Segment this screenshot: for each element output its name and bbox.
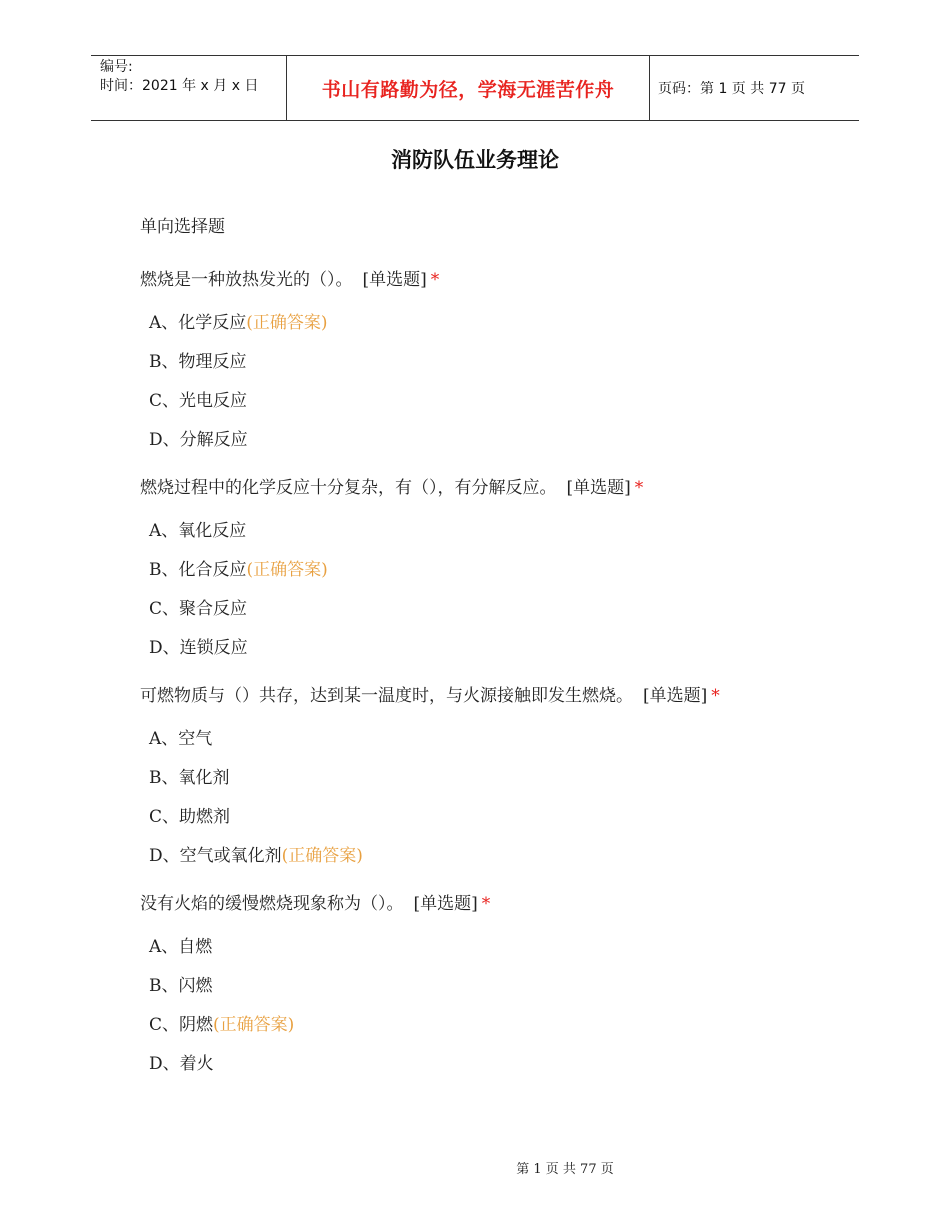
time-label: 时间：2021 年 x 月 x 日 [100,78,259,94]
option-label: B、氧化剂 [149,768,230,788]
question-stem: 可燃物质与（）共存，达到某一温度时，与火源接触即发生燃烧。 [140,686,633,706]
option-a [140,519,840,543]
option-label: A、化学反应 [149,313,247,333]
option-c [140,805,840,829]
question-item [140,684,840,868]
option-b [140,558,840,582]
section-heading: 单向选择题 [140,217,225,237]
option-label: D、空气或氧化剂 [149,846,282,866]
required-mark: * [481,894,491,914]
header-page-info: 页码：第 1 页 共 77 页 [658,81,805,97]
page-footer: 第 1 页 共 77 页 [516,1162,614,1177]
required-mark: * [430,270,440,290]
option-b [140,350,840,374]
header-motto: 书山有路勤为径，学海无涯苦作舟 [287,56,650,120]
option-label: B、物理反应 [149,352,247,372]
option-label: C、光电反应 [149,391,248,411]
question-type: [单选题] [362,270,427,290]
question-stem: 没有火焰的缓慢燃烧现象称为（）。 [140,894,404,914]
correct-answer-mark: (正确答案) [281,846,363,866]
option-label: D、着火 [149,1054,214,1074]
document-header [91,55,859,121]
option-label: C、助燃剂 [149,807,231,827]
option-label: D、分解反应 [149,430,248,450]
option-label: A、自燃 [149,937,213,957]
option-c [140,389,840,413]
option-a [140,311,840,335]
question-type: [单选题] [566,478,631,498]
option-label: B、化合反应 [149,560,247,580]
option-d [140,428,840,452]
header-meta [91,56,287,120]
option-a [140,727,840,751]
option-b [140,766,840,790]
question-type: [单选题] [413,894,478,914]
question-item [140,268,840,452]
option-label: C、阴燃 [149,1015,214,1035]
question-text [140,892,840,916]
correct-answer-mark: (正确答案) [246,560,328,580]
question-item [140,892,840,1076]
option-label: A、空气 [149,729,213,749]
option-label: C、聚合反应 [149,599,248,619]
correct-answer-mark: (正确答案) [246,313,328,333]
question-stem: 燃烧是一种放热发光的（）。 [140,270,353,290]
option-label: A、氧化反应 [149,521,247,541]
option-c [140,1013,840,1037]
question-list [140,215,840,1100]
option-a [140,935,840,959]
question-text [140,268,840,292]
number-label: 编号: [100,59,133,75]
option-b [140,974,840,998]
question-type: [单选题] [643,686,708,706]
question-stem: 燃烧过程中的化学反应十分复杂，有（），有分解反应。 [140,478,557,498]
option-label: D、连锁反应 [149,638,248,658]
option-d [140,1052,840,1076]
required-mark: * [634,478,644,498]
correct-answer-mark: (正确答案) [213,1015,295,1035]
question-text [140,476,840,500]
option-c [140,597,840,621]
option-d [140,636,840,660]
question-item [140,476,840,660]
option-d [140,844,840,868]
page-title: 消防队伍业务理论 [391,148,559,172]
question-text [140,684,840,708]
required-mark: * [711,686,720,706]
option-label: B、闪燃 [149,976,213,996]
